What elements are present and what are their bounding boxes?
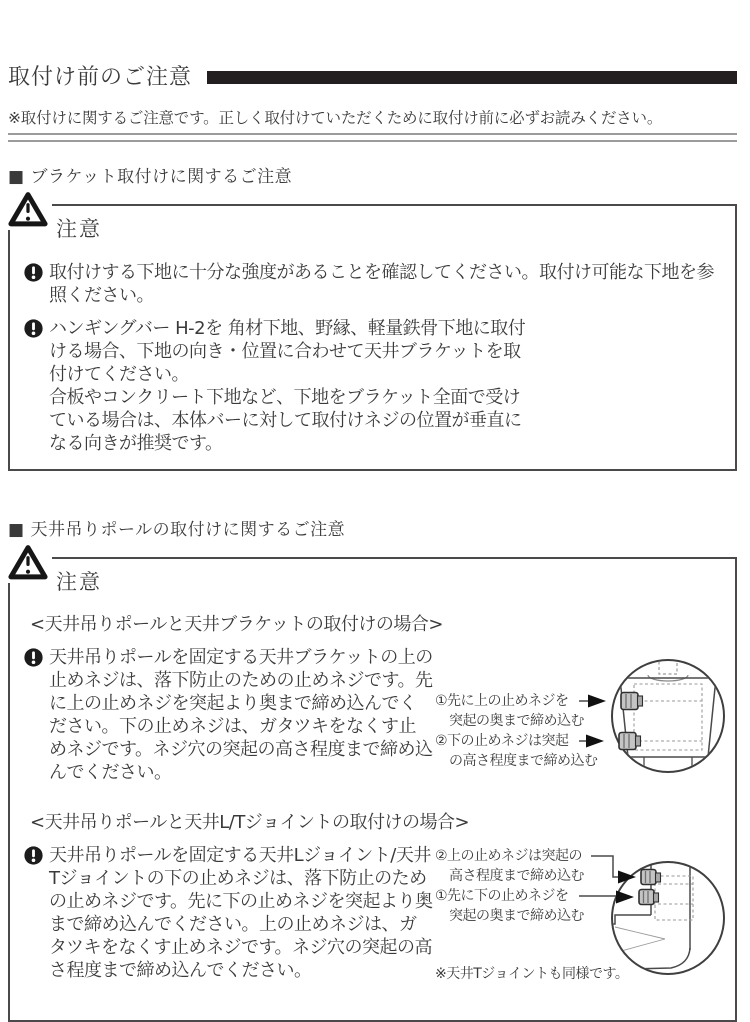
section-heading-bracket: ■ ブラケット取付けに関するご注意	[8, 167, 293, 187]
caution-item	[24, 261, 723, 307]
paragraph: 合板やコンクリート下地など、下地をブラケット全面で受けている場合は、本体バーに対して取付けネジの位置が垂直になる向きが推奨です。	[49, 387, 522, 454]
paragraph: ハンギングバー H-2を 角材下地、野縁、軽量鉄骨下地に取付ける場合、下地の向き・位置に合わせて天井ブラケットを取付けてください。	[49, 318, 526, 385]
caution-item	[24, 844, 433, 1008]
caution-item-text: 天井吊りポールを固定する天井Lジョイント/天井Tジョイントの下の止めネジは、落下防止のための止めネジです。先に下の止めネジを突起より奥まで締め込んでください。上の止めネジは、ガタツキをなくす止めネジです。ネジ穴の突起の高さ程度まで締め込んでください。	[49, 845, 433, 981]
caution-label: 注意	[56, 570, 102, 594]
page-header	[8, 60, 737, 91]
diagram-label-step2: ②下の止めネジは突起 の高さ程度まで締め込む	[435, 733, 598, 769]
ceiling-joint-diagram	[433, 840, 725, 1008]
double-rule	[8, 133, 737, 142]
case-joint-row	[24, 842, 725, 1008]
title-rule-bar	[207, 71, 737, 84]
caution-label: 注意	[56, 217, 102, 241]
diagram-label-step1: ①先に下の止めネジを 突起の奥まで締め込む	[435, 888, 584, 924]
caution-item	[24, 317, 723, 455]
exclamation-circle-icon	[24, 648, 43, 796]
diagram-note: ※天井Tジョイントも同様です。	[435, 966, 629, 982]
case-bracket-heading: <天井吊りポールと天井ブラケットの取付けの場合>	[30, 614, 443, 635]
notice-text: ※取付けに関するご注意です。正しく取付けていただくために取付け前に必ずお読みください。	[8, 109, 663, 127]
diagram-label-step1: ①先に上の止めネジを 突起の奥まで締め込む	[435, 693, 584, 729]
caution-item-text: 取付けする下地に十分な強度があることを確認してください。取付け可能な下地を参照ください。	[49, 262, 714, 306]
caution-item-text: 天井吊りポールを固定する天井ブラケットの上の止めネジは、落下防止のための止めネジです。先に上の止めネジを突起より奥まで締め込んでください。下の止めネジは、ガタツキをなくす止めネジです。ネジ穴の突起の高さ程度まで締め込んでください。	[49, 647, 433, 783]
case-joint-heading: <天井吊りポールと天井L/Tジョイントの取付けの場合>	[30, 812, 470, 833]
section-heading-pole: ■ 天井吊りポールの取付けに関するご注意	[8, 520, 346, 540]
caution-item-text	[49, 317, 529, 455]
exclamation-circle-icon	[24, 263, 43, 307]
page-title: 取付け前のご注意	[8, 65, 193, 90]
case-bracket-row	[24, 644, 725, 796]
warning-triangle-icon	[8, 544, 52, 583]
exclamation-circle-icon	[24, 319, 43, 455]
caution-box-bracket	[8, 204, 737, 471]
ceiling-bracket-diagram	[433, 644, 725, 796]
diagram-label-step2: ②上の止めネジは突起の 高さ程度まで締め込む	[435, 848, 584, 884]
warning-triangle-icon	[8, 191, 52, 230]
exclamation-circle-icon	[24, 846, 43, 1008]
caution-item	[24, 646, 433, 796]
caution-box-pole	[8, 557, 737, 1022]
